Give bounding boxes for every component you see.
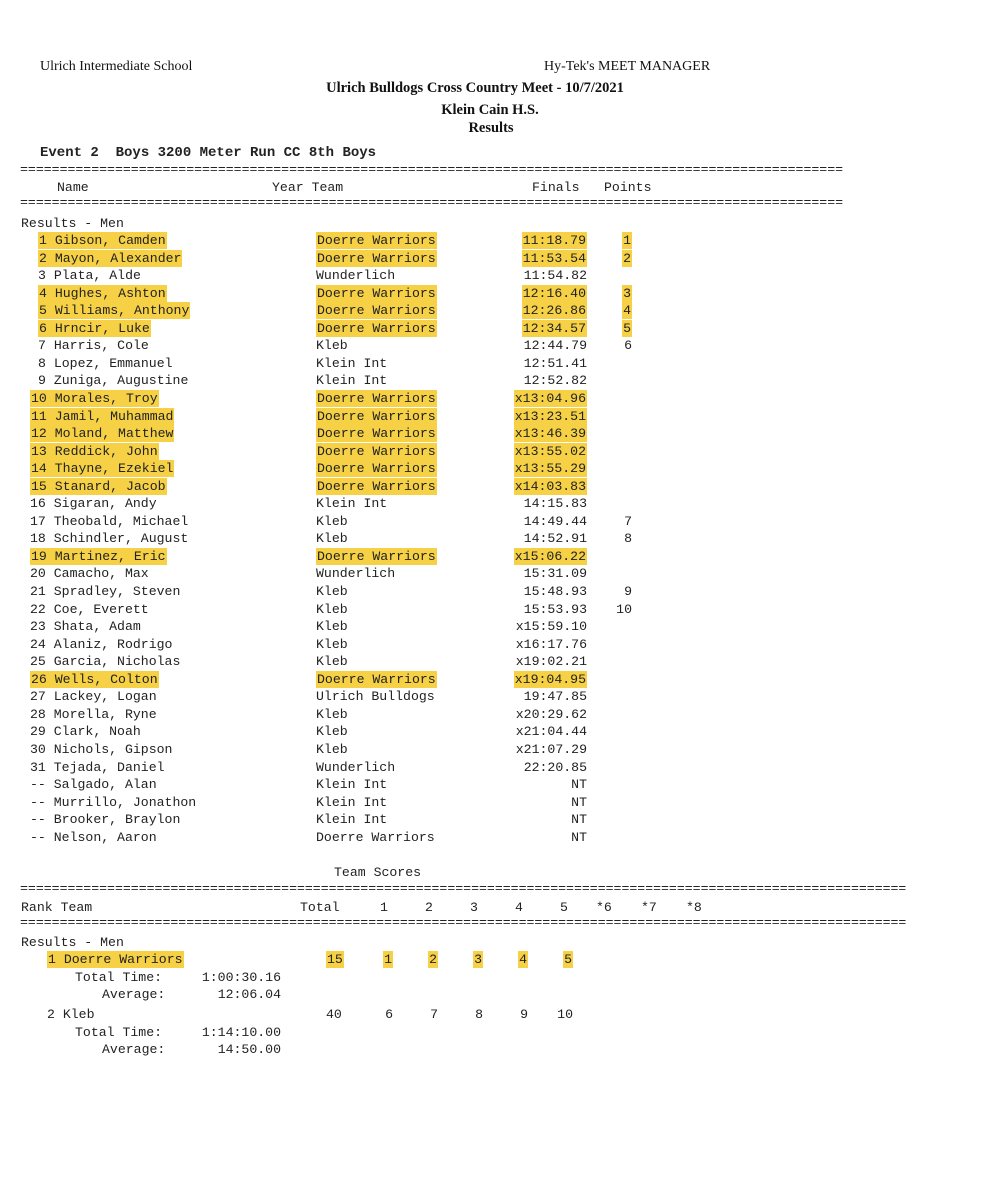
average-line [0, 1041, 702, 1058]
team-score-3: 3 [474, 952, 482, 967]
place: 19 [31, 548, 47, 564]
final-time: 14:15.83 [523, 496, 587, 512]
place: 16 [30, 496, 46, 512]
place-name [38, 337, 149, 354]
result-row [0, 776, 702, 793]
school-name: Ulrich Intermediate School [40, 59, 193, 74]
team-name: Kleb [62, 1007, 95, 1022]
final-time: x13:55.02 [514, 443, 586, 459]
place: 11 [31, 408, 47, 424]
final-time: x19:04.95 [514, 671, 586, 687]
athlete-name: Harris, Cole [53, 338, 149, 354]
place-name [30, 618, 141, 635]
place-name [30, 443, 159, 460]
rank-team [47, 1006, 95, 1023]
points: 2 [623, 250, 631, 266]
place: 2 [39, 250, 47, 266]
place: -- [30, 829, 46, 845]
result-row [0, 267, 702, 284]
athlete-name: Moland, Matthew [54, 426, 174, 442]
result-row [0, 530, 702, 547]
team-name: Doerre Warriors [317, 443, 436, 459]
athlete-name: Gibson, Camden [54, 233, 166, 248]
place: 22 [30, 601, 46, 617]
athlete-name: Jamil, Muhammad [54, 408, 174, 424]
place-name [38, 267, 141, 284]
final-time: x14:03.83 [514, 478, 586, 494]
result-row [0, 460, 702, 477]
final-time: 15:53.93 [523, 601, 587, 617]
team-name: Kleb [316, 706, 348, 722]
double-rule: ================================================================================================================ [20, 915, 907, 930]
place-name [38, 232, 167, 249]
place-name [30, 776, 157, 793]
final-time: x20:29.62 [515, 706, 587, 722]
athlete-name: Thayne, Ezekiel [54, 461, 174, 477]
team-name: Klein Int [316, 777, 388, 793]
place: 1 [39, 233, 47, 248]
final-time: 15:48.93 [523, 584, 587, 599]
ts-col-1: 1 [380, 900, 388, 915]
result-row [0, 425, 702, 442]
average-line [0, 986, 702, 1003]
ts-col-7: *7 [641, 900, 657, 915]
points: 5 [623, 320, 631, 336]
result-row [0, 688, 702, 705]
place-name [30, 829, 157, 846]
place: 13 [31, 443, 47, 459]
place-name [30, 688, 157, 705]
place-name [30, 565, 149, 582]
place: 4 [39, 285, 47, 301]
place-name [30, 706, 157, 723]
final-time: x21:07.29 [515, 741, 587, 757]
place: 30 [30, 741, 46, 757]
place: 12 [31, 426, 47, 442]
place-name [30, 530, 188, 547]
place: -- [30, 812, 46, 828]
team-score-1: 1 [384, 952, 392, 967]
team-rank: 1 [48, 952, 56, 967]
final-time: NT [571, 777, 587, 793]
athlete-name: Schindler, August [53, 531, 189, 547]
result-row [0, 759, 702, 776]
athlete-name: Shata, Adam [53, 619, 141, 635]
points: 7 [624, 513, 632, 529]
total-time-line [0, 969, 702, 986]
final-time: 15:31.09 [523, 566, 587, 582]
team-name: Ulrich Bulldogs [316, 689, 435, 705]
place: 28 [30, 706, 46, 722]
athlete-name: Reddick, John [54, 443, 158, 459]
final-time: x16:17.76 [515, 636, 587, 652]
place: 23 [30, 619, 46, 635]
athlete-name: Wells, Colton [54, 671, 158, 687]
team-name: Kleb [316, 601, 348, 617]
team-score-row [0, 951, 702, 968]
athlete-name: Camacho, Max [53, 566, 149, 582]
final-time: 12:44.79 [523, 338, 587, 354]
place: 27 [30, 689, 46, 705]
points: 6 [624, 338, 632, 354]
final-time: x13:23.51 [514, 408, 586, 424]
place-name [38, 320, 151, 337]
ts-col-3: 3 [470, 900, 478, 915]
average-value: 14:50.00 [217, 1042, 281, 1057]
points: 9 [624, 584, 632, 599]
result-row [0, 478, 702, 495]
team-name: Wunderlich [316, 566, 396, 582]
points: 10 [616, 601, 632, 617]
team-score-row [0, 1006, 702, 1023]
ts-col-rank-team: Rank Team [21, 900, 93, 915]
software-name: Hy-Tek's MEET MANAGER [544, 59, 711, 74]
athlete-name: Zuniga, Augustine [53, 373, 189, 389]
result-row [0, 723, 702, 740]
total-time-label: Total Time: [75, 1024, 163, 1040]
result-row [0, 829, 702, 846]
athlete-name: Morella, Ryne [53, 706, 157, 722]
place: 6 [39, 320, 47, 336]
final-time: 22:20.85 [523, 759, 587, 775]
place: 21 [30, 584, 46, 599]
athlete-name: Hrncir, Luke [54, 320, 150, 336]
final-time: 19:47.85 [523, 689, 587, 705]
place: 5 [39, 303, 47, 319]
section-label: Results - Men [21, 216, 124, 231]
place-name [38, 302, 190, 319]
final-time: 14:52.91 [523, 531, 587, 547]
col-finals: Finals [532, 180, 580, 195]
col-name: Name [57, 180, 89, 195]
place-name [30, 794, 196, 811]
ts-col-4: 4 [515, 900, 523, 915]
team-name: Doerre Warriors [317, 671, 436, 687]
place: 29 [30, 724, 46, 740]
result-row [0, 741, 702, 758]
ts-col-5: 5 [560, 900, 568, 915]
athlete-name: Martinez, Eric [54, 548, 166, 564]
place: 15 [31, 478, 47, 494]
final-time: 11:18.79 [522, 233, 586, 248]
place: 26 [31, 671, 47, 687]
team-name: Kleb [316, 513, 348, 529]
result-row [0, 232, 702, 249]
final-time: 12:34.57 [522, 320, 586, 336]
final-time: NT [571, 812, 587, 828]
points: 1 [623, 233, 631, 248]
rank-team [47, 951, 184, 968]
team-name: Doerre Warriors [316, 829, 435, 845]
final-time: x13:46.39 [514, 426, 586, 442]
result-row [0, 583, 702, 600]
place-name [30, 460, 174, 477]
result-row [0, 706, 702, 723]
average-value: 12:06.04 [217, 987, 281, 1002]
team-name: Doerre Warriors [317, 478, 436, 494]
athlete-name: Nelson, Aaron [53, 829, 157, 845]
athlete-name: Spradley, Steven [53, 584, 181, 599]
result-row [0, 285, 702, 302]
ts-col-6: *6 [596, 900, 612, 915]
team-name: Doerre Warriors [317, 303, 436, 319]
double-rule: ======================================================================================================== [20, 195, 844, 210]
final-time: 12:26.86 [522, 303, 586, 319]
team-name: Doerre Warriors [317, 426, 436, 442]
place: 17 [30, 513, 46, 529]
place: 20 [30, 566, 46, 582]
athlete-name: Williams, Anthony [54, 303, 190, 319]
place-name [30, 478, 167, 495]
col-year-team: Year Team [272, 180, 344, 195]
ts-col-8: *8 [686, 900, 702, 915]
athlete-name: Coe, Everett [53, 601, 149, 617]
final-time: x15:59.10 [515, 619, 587, 635]
place-name [30, 671, 159, 688]
place: 3 [38, 268, 46, 284]
team-score-3: 8 [475, 1007, 483, 1022]
result-row [0, 302, 702, 319]
double-rule: ================================================================================================================ [20, 881, 907, 896]
final-time: x21:04.44 [515, 724, 587, 740]
team-score-4: 9 [520, 1007, 528, 1022]
team-name: Doerre Warriors [317, 390, 436, 406]
athlete-name: Tejada, Daniel [53, 759, 165, 775]
team-total: 15 [327, 952, 343, 967]
athlete-name: Alaniz, Rodrigo [53, 636, 173, 652]
athlete-name: Plata, Alde [53, 268, 141, 284]
team-name: Doerre Warriors [63, 952, 183, 967]
result-row [0, 513, 702, 530]
event-title: Event 2 Boys 3200 Meter Run CC 8th Boys [40, 145, 377, 161]
final-time: NT [571, 829, 587, 845]
team-name: Kleb [316, 619, 348, 635]
place-name [38, 372, 188, 389]
col-points: Points [604, 180, 652, 195]
athlete-name: Murrillo, Jonathon [53, 794, 197, 810]
team-name: Doerre Warriors [317, 548, 436, 564]
double-rule: ======================================================================================================== [20, 162, 844, 177]
team-scores-title: Team Scores [334, 865, 422, 880]
final-time: NT [571, 794, 587, 810]
result-row [0, 443, 702, 460]
team-name: Kleb [316, 338, 348, 354]
result-row [0, 548, 702, 565]
results-label: Results [468, 120, 514, 136]
team-score-5: 5 [564, 952, 572, 967]
place-name [38, 250, 182, 267]
place: 10 [31, 390, 47, 406]
team-rank: 2 [47, 1007, 55, 1022]
team-name: Doerre Warriors [317, 233, 436, 248]
athlete-name: Sigaran, Andy [53, 496, 157, 512]
team-name: Wunderlich [316, 759, 396, 775]
team-name: Doerre Warriors [317, 285, 436, 301]
final-time: 11:53.54 [522, 250, 586, 266]
result-row [0, 320, 702, 337]
place-name [30, 390, 159, 407]
place-name [30, 811, 180, 828]
place: 8 [38, 355, 46, 371]
athlete-name: Morales, Troy [54, 390, 158, 406]
place-name [38, 355, 173, 372]
team-name: Kleb [316, 741, 348, 757]
result-row [0, 636, 702, 653]
place-name [30, 495, 157, 512]
athlete-name: Stanard, Jacob [54, 478, 166, 494]
team-name: Klein Int [316, 496, 388, 512]
team-name: Klein Int [316, 812, 388, 828]
place-name [30, 425, 174, 442]
result-row [0, 408, 702, 425]
athlete-name: Clark, Noah [53, 724, 141, 740]
total-time-value: 1:14:10.00 [201, 1024, 281, 1040]
total-time-value: 1:00:30.16 [201, 969, 281, 985]
final-time: x13:55.29 [514, 461, 586, 477]
place-name [30, 636, 172, 653]
place-name [30, 408, 174, 425]
place: -- [30, 794, 46, 810]
result-row [0, 250, 702, 267]
athlete-name: Nichols, Gipson [53, 741, 173, 757]
total-time-label: Total Time: [75, 969, 163, 985]
team-name: Kleb [316, 724, 348, 740]
points: 3 [623, 285, 631, 301]
place: 18 [30, 531, 46, 547]
place: 24 [30, 636, 46, 652]
place: 9 [38, 373, 46, 389]
team-name: Doerre Warriors [317, 408, 436, 424]
athlete-name: Hughes, Ashton [54, 285, 166, 301]
place-name [30, 723, 141, 740]
place-name [38, 285, 167, 302]
final-time: 14:49.44 [523, 513, 587, 529]
team-score-2: 7 [430, 1007, 438, 1022]
team-score-5: 10 [557, 1007, 573, 1022]
place-name [30, 759, 165, 776]
result-row [0, 372, 702, 389]
team-name: Doerre Warriors [317, 320, 436, 336]
meet-title: Ulrich Bulldogs Cross Country Meet - 10/7/2021 [326, 80, 624, 96]
points: 8 [624, 531, 632, 547]
team-name: Kleb [316, 531, 348, 547]
result-row [0, 495, 702, 512]
result-row [0, 565, 702, 582]
team-score-1: 6 [385, 1007, 393, 1022]
place: 31 [30, 759, 46, 775]
final-time: 12:52.82 [523, 373, 587, 389]
athlete-name: Lackey, Logan [53, 689, 157, 705]
venue: Klein Cain H.S. [441, 102, 539, 118]
ts-col-total: Total [300, 900, 340, 915]
team-name: Kleb [316, 584, 348, 599]
place-name [30, 513, 188, 530]
team-name: Doerre Warriors [317, 461, 436, 477]
team-name: Kleb [316, 636, 348, 652]
final-time: x15:06.22 [514, 548, 586, 564]
team-score-2: 2 [429, 952, 437, 967]
result-row [0, 618, 702, 635]
place-name [30, 583, 180, 600]
athlete-name: Garcia, Nicholas [53, 654, 181, 670]
final-time: 11:54.82 [523, 268, 587, 284]
final-time: x13:04.96 [514, 390, 586, 406]
team-name: Wunderlich [316, 268, 396, 284]
place-name [30, 741, 172, 758]
points: 4 [623, 303, 631, 319]
result-row [0, 601, 702, 618]
result-row [0, 337, 702, 354]
team-name: Klein Int [316, 373, 388, 389]
athlete-name: Mayon, Alexander [54, 250, 182, 266]
athlete-name: Salgado, Alan [53, 777, 157, 793]
athlete-name: Brooker, Braylon [53, 812, 181, 828]
team-name: Klein Int [316, 355, 388, 371]
place: -- [30, 777, 46, 793]
team-name: Doerre Warriors [317, 250, 436, 266]
average-label: Average: [102, 1042, 166, 1057]
place: 14 [31, 461, 47, 477]
average-label: Average: [102, 987, 166, 1002]
place-name [30, 653, 180, 670]
result-row [0, 794, 702, 811]
athlete-name: Theobald, Michael [53, 513, 189, 529]
result-row [0, 653, 702, 670]
result-row [0, 355, 702, 372]
place-name [30, 601, 149, 618]
final-time: 12:16.40 [522, 285, 586, 301]
team-score-4: 4 [519, 952, 527, 967]
total-time-line [0, 1024, 702, 1041]
team-name: Klein Int [316, 794, 388, 810]
place-name [30, 548, 167, 565]
final-time: x19:02.21 [515, 654, 587, 670]
team-name: Kleb [316, 654, 348, 670]
result-row [0, 811, 702, 828]
ts-col-2: 2 [425, 900, 433, 915]
result-row [0, 390, 702, 407]
place: 25 [30, 654, 46, 670]
result-row [0, 671, 702, 688]
athlete-name: Lopez, Emmanuel [53, 355, 173, 371]
final-time: 12:51.41 [523, 355, 587, 371]
place: 7 [38, 338, 46, 354]
ts-section-label: Results - Men [21, 935, 124, 950]
team-total: 40 [326, 1007, 342, 1022]
